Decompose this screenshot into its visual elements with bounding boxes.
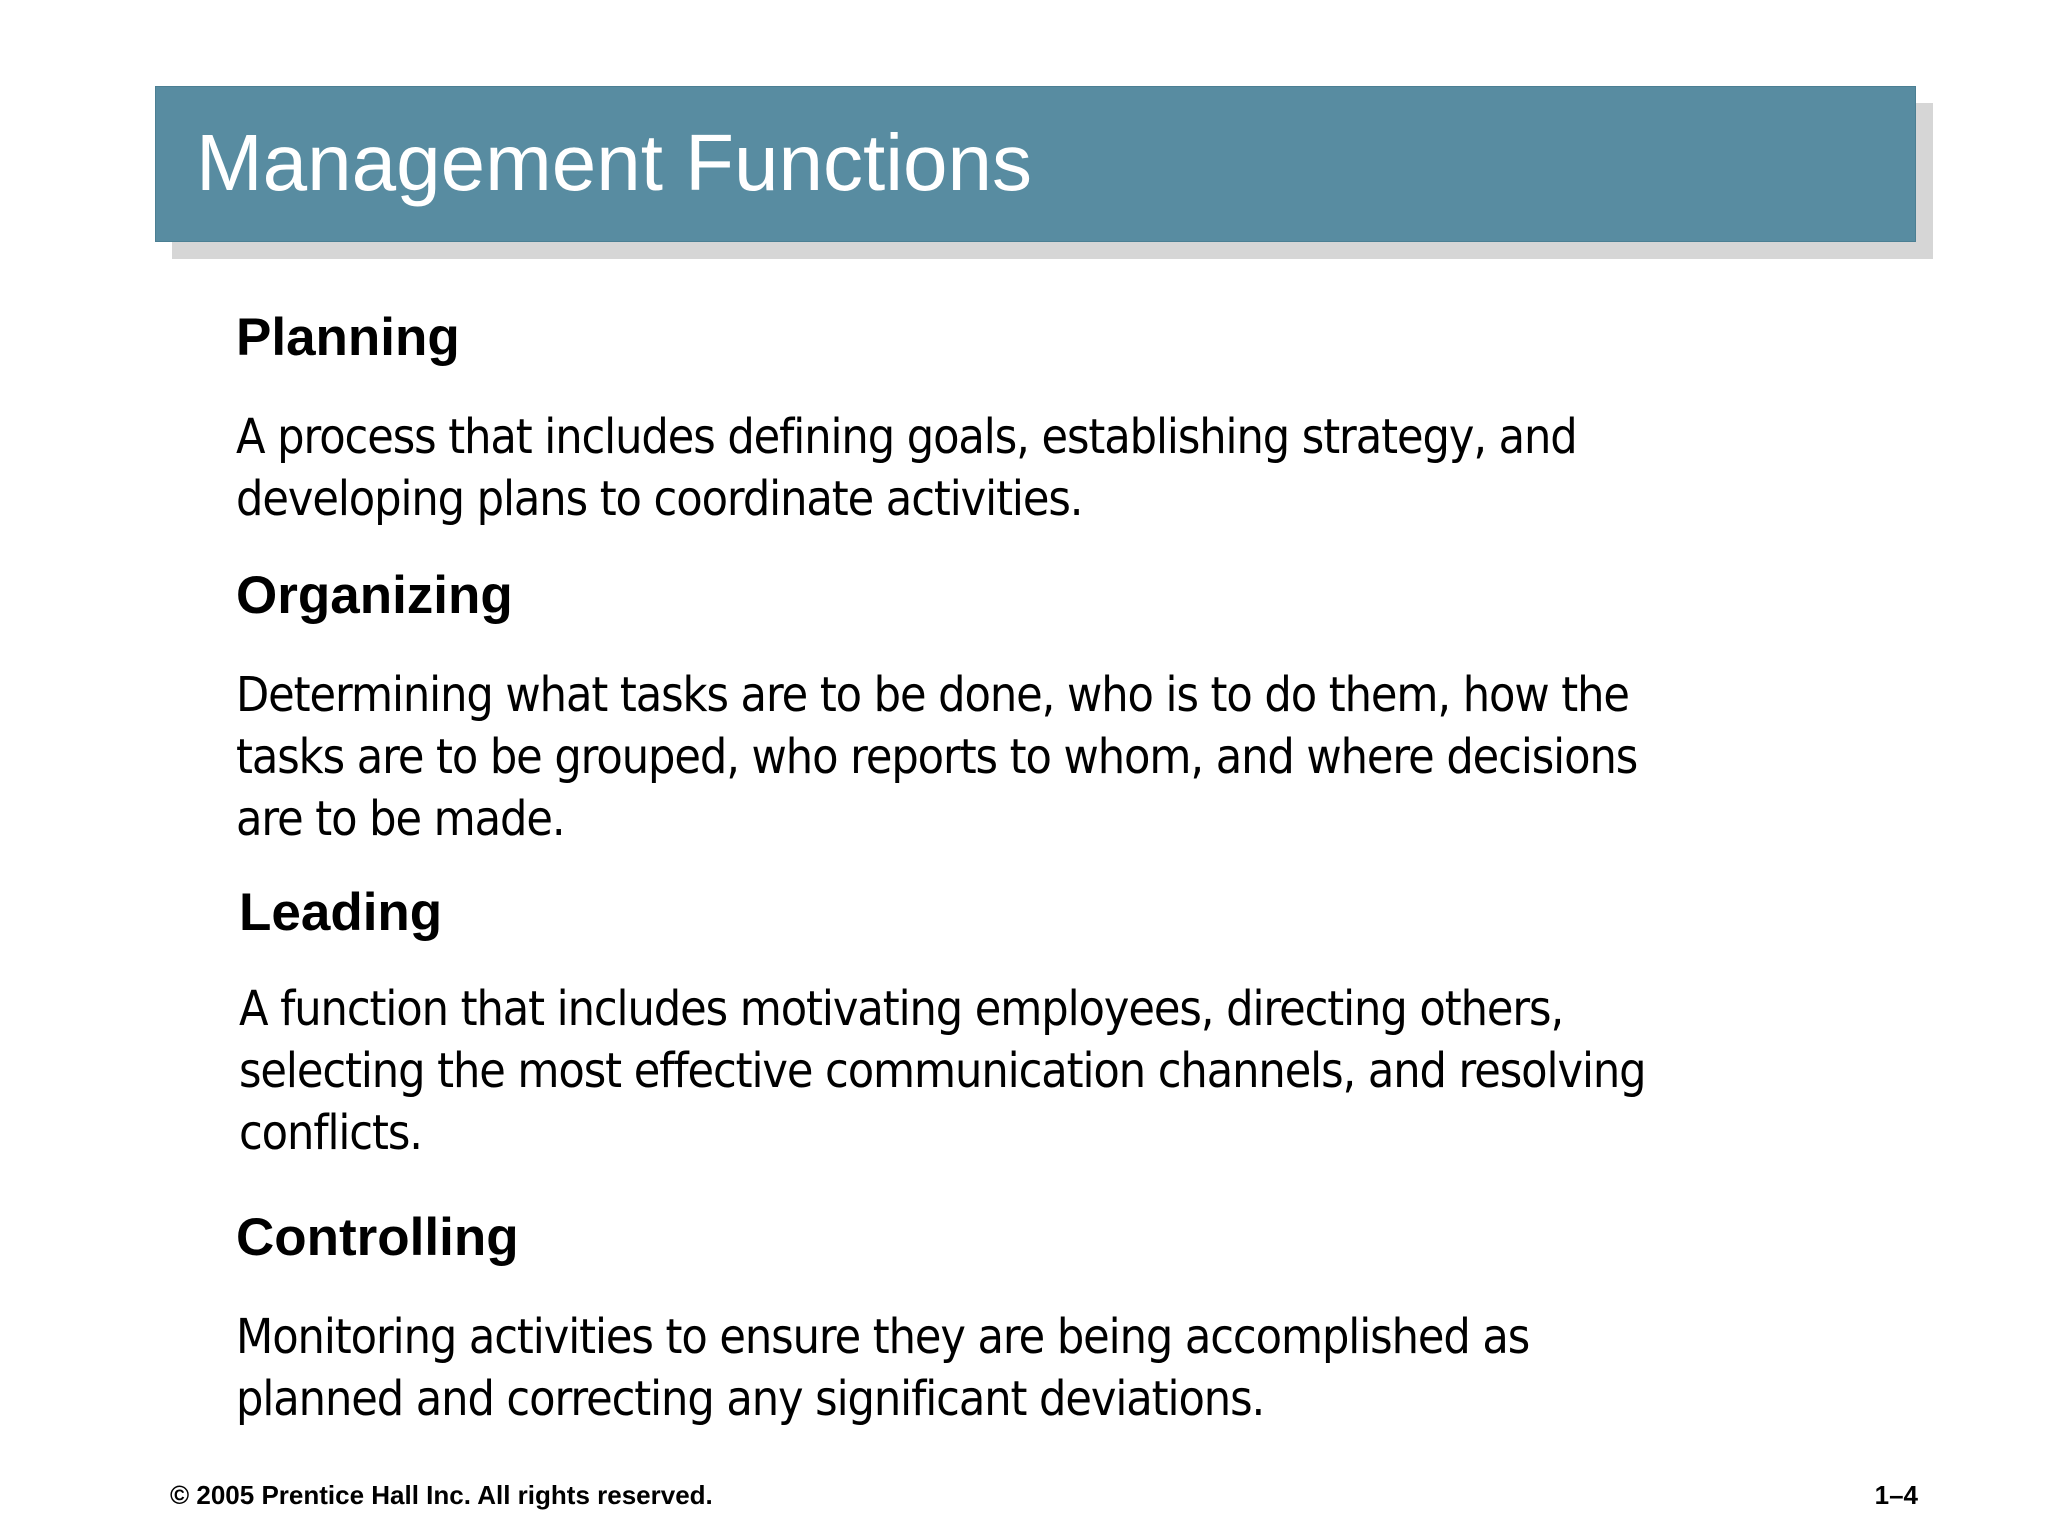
definition-line: planned and correcting any significant deviations. — [236, 1371, 1265, 1427]
definition-line: Monitoring activities to ensure they are being accomplished as — [236, 1309, 1530, 1365]
definition-line: tasks are to be grouped, who reports to whom, and where decisions — [236, 729, 1638, 785]
definition-line: developing plans to coordinate activities. — [236, 471, 1083, 527]
definition-line: A function that includes motivating employees, directing others, — [239, 981, 1564, 1037]
term-leading: Leading — [239, 883, 443, 942]
term-planning: Planning — [236, 308, 460, 367]
definition-line: are to be made. — [236, 791, 565, 847]
definition-organizing — [236, 664, 1637, 850]
page-number: 1–4 — [1874, 1480, 1918, 1510]
definition-controlling — [236, 1306, 1529, 1430]
slide-title: Management Functions — [196, 118, 1033, 207]
definition-line: selecting the most effective communication channels, and resolving — [239, 1043, 1646, 1099]
title-bar — [155, 86, 1916, 242]
definition-leading — [239, 978, 1646, 1164]
definition-line: A process that includes defining goals, establishing strategy, and — [236, 409, 1577, 465]
term-organizing: Organizing — [236, 566, 513, 625]
definition-line: conflicts. — [239, 1105, 422, 1161]
term-controlling: Controlling — [236, 1208, 519, 1267]
copyright-notice: © 2005 Prentice Hall Inc. All rights reserved. — [170, 1480, 713, 1510]
definition-line: Determining what tasks are to be done, who is to do them, how the — [236, 667, 1629, 723]
definition-planning — [236, 406, 1577, 530]
